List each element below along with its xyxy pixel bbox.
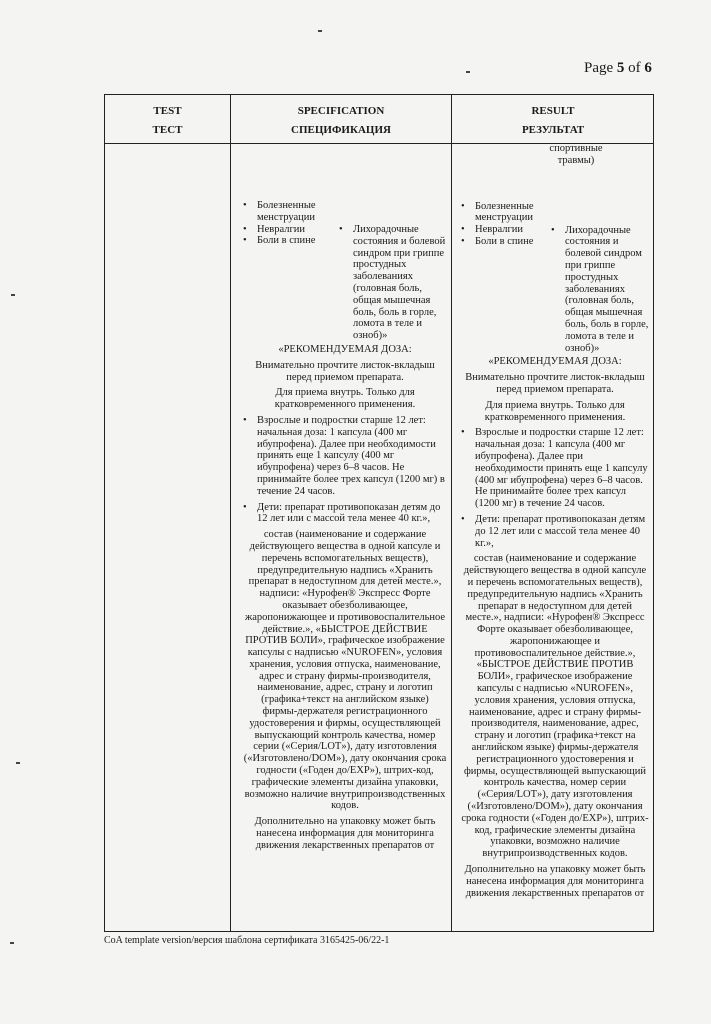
result-column	[461, 143, 649, 899]
certificate-table	[104, 94, 654, 932]
result-top-fragment: спортивные травмы)	[549, 143, 603, 166]
composition-text: состав (наименование и содержание действующего вещества в одной капсуле и перечень вспомогательных веществ), предупредительную надпись «Хранить препарат в недоступном для детей месте.», надписи: «Нурофен® Экспресс Форте оказывает обезболивающее, жаропонижающее и противовоспалительное действие.», «БЫСТРОЕ ДЕЙСТВИЕ ПРОТИВ БОЛИ», графическое изображение капсулы с надписью «NUROFEN», условия хранения, условия отпуска, наименование, адрес и страну фирмы-производителя, наименование, адрес, страну и логотип (графика+текст на английском языке) фирмы-держателя регистрационного удостоверения и фирмы, осуществляющей выпускающий контроль качества, номер серии («Серия/LOT»), дату изготовления («Изготовлено/DOM»), дату окончания срока годности («Годен до/EXP»), штрих-код, графические элементы дизайна упаковки, возможно наличие внутрипроизводственных кодов.	[461, 553, 649, 860]
read-leaflet-text: Внимательно прочтите листок-вкладыш перед приемом препарата.	[465, 372, 645, 395]
scan-speck	[11, 294, 15, 296]
list-item: • Болезненные менструации	[243, 200, 316, 223]
dose-title: «РЕКОМЕНДУЕМАЯ ДОЗА:	[488, 356, 622, 368]
header-result: RESULT РЕЗУЛЬТАТ	[521, 105, 585, 136]
header-test: TEST ТЕСТ	[152, 105, 183, 136]
oral-use-text: Для приема внутрь. Только для кратковременного применения.	[274, 387, 416, 411]
list-item: • Невралгии	[461, 224, 523, 236]
footer-template-version: CoA template version/версия шаблона сертификата 3165425-06/22-1	[104, 935, 390, 946]
list-item: • Болезненные менструации	[461, 200, 534, 224]
oral-use-text: Для приема внутрь. Только для кратковременного применения.	[484, 399, 626, 423]
list-item: • Дети: препарат противопоказан детям до 12 лет или с массой тела менее 40 кг.»,	[243, 501, 441, 525]
list-item: • Взрослые и подростки старше 12 лет: начальная доза: 1 капсула (400 мг ибупрофена). Далее при необходимости принять еще 1 капсулу (400 мг ибупрофена) через 6–8 часов. Не принимайте более трех капсул (1200 мг) в течение 24 часов.	[243, 414, 445, 497]
list-item: • Боли в спине	[243, 235, 316, 247]
list-item: • Дети: препарат противопоказан детям до 12 лет или с массой тела менее 40 кг.»,	[461, 513, 646, 549]
composition-text: состав (наименование и содержание действующего вещества в одной капсуле и перечень вспомогательных веществ), предупредительную надпись «Хранить препарат в недоступном для детей месте.», надписи: «Нурофен® Экспресс Форте оказывает обезболивающее, жаропонижающее и противовоспалительное действие.», «БЫСТРОЕ ДЕЙСТВИЕ ПРОТИВ БОЛИ», графическое изображение капсулы с надписью «NUROFEN», условия хранения, условия отпуска, наименование, адрес и страну фирмы-производителя, наименование, адрес, страну и логотип (графика+текст на английском языке) фирмы-держателя регистрационного удостоверения и фирмы, осуществляющей выпускающий контроль качества, номер серии («Серия/LOT»), дату изготовления («Изготовлено/DOM»), дату окончания срока годности («Годен до/EXP»), штрих-код, графические элементы дизайна упаковки, возможно наличие внутрипроизводственных кодов.	[243, 529, 447, 812]
list-item: • Невралгии	[243, 223, 305, 235]
additional-info-text: Дополнительно на упаковку может быть нанесена информация для мониторинга движения лекарственных препаратов от	[254, 816, 436, 851]
list-item: • Боли в спине	[461, 235, 534, 247]
list-item: • Взрослые и подростки старше 12 лет: начальная доза: 1 капсула (400 мг ибупрофена). Далее при необходимости принять еще 1 капсулу (400 мг ибупрофена) через 6–8 часов. Не принимайте более трех капсул (1200 мг) в течение 24 часов.	[461, 427, 648, 510]
specification-column	[243, 200, 447, 852]
read-leaflet-text: Внимательно прочтите листок-вкладыш перед приемом препарата.	[255, 359, 435, 383]
scan-speck	[16, 762, 20, 764]
header-specification: SPECIFICATION СПЕЦИФИКАЦИЯ	[291, 105, 391, 136]
column-divider-2	[451, 95, 452, 931]
scan-speck	[466, 71, 470, 73]
list-item: • Лихорадочные состояния и болевой синдром при гриппе простудных заболеваниях (головная боль, общая мышечная боль, боль в горле, ломота в теле и озноб)»	[551, 224, 649, 354]
additional-info-text: Дополнительно на упаковку может быть нанесена информация для мониторинга движения лекарственных препаратов от	[464, 864, 646, 899]
scan-speck	[10, 942, 14, 944]
page-number: Page 5 of 6	[584, 60, 652, 76]
scan-speck	[318, 30, 322, 32]
dose-title: «РЕКОМЕНДУЕМАЯ ДОЗА:	[278, 343, 412, 355]
column-divider-1	[230, 95, 231, 931]
list-item: • Лихорадочные состояния и болевой синдром при гриппе простудных заболеваниях (головная боль, общая мышечная боль, боль в горле, ломота в теле и озноб)»	[339, 224, 446, 342]
